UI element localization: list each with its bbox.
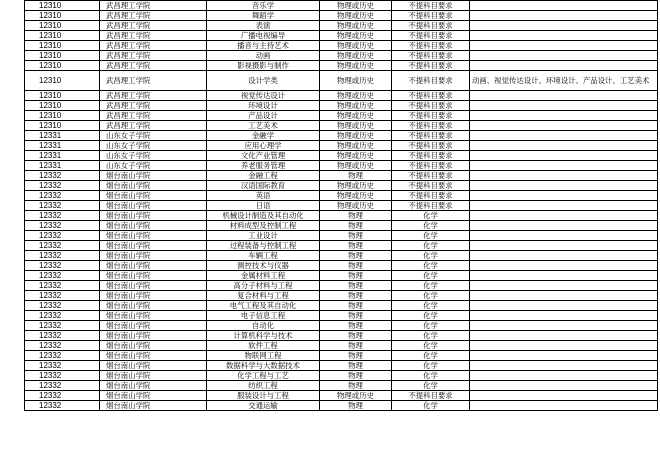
included-majors-cell xyxy=(470,351,658,361)
admission-requirements-table xyxy=(24,0,658,411)
major-cell: 复合材料与工程 xyxy=(207,291,320,301)
major-cell: 表演 xyxy=(207,21,320,31)
major-cell: 环境设计 xyxy=(207,101,320,111)
major-cell: 高分子材料与工程 xyxy=(207,281,320,291)
included-majors-cell xyxy=(470,271,658,281)
included-majors-cell xyxy=(470,241,658,251)
school-name-cell: 山东女子学院 xyxy=(100,141,207,151)
table-row xyxy=(25,211,658,221)
school-name-cell: 烟台南山学院 xyxy=(100,401,207,411)
school-code-cell: 12331 xyxy=(25,151,100,161)
included-majors-cell xyxy=(470,111,658,121)
table-row xyxy=(25,11,658,21)
school-code-cell: 12331 xyxy=(25,161,100,171)
primary-subject-cell: 物理或历史 xyxy=(320,91,392,101)
included-majors-cell xyxy=(470,211,658,221)
primary-subject-cell: 物理 xyxy=(320,211,392,221)
school-code-cell: 12332 xyxy=(25,321,100,331)
elective-requirement-cell: 化学 xyxy=(392,331,470,341)
major-cell: 日语 xyxy=(207,201,320,211)
included-majors-cell xyxy=(470,91,658,101)
school-code-cell: 12332 xyxy=(25,231,100,241)
school-name-cell: 烟台南山学院 xyxy=(100,351,207,361)
school-name-cell: 烟台南山学院 xyxy=(100,341,207,351)
elective-requirement-cell: 化学 xyxy=(392,351,470,361)
table-row xyxy=(25,131,658,141)
table-row xyxy=(25,151,658,161)
school-code-cell: 12332 xyxy=(25,331,100,341)
major-cell: 软件工程 xyxy=(207,341,320,351)
major-cell: 过程装备与控制工程 xyxy=(207,241,320,251)
table-body xyxy=(25,1,658,411)
table-row xyxy=(25,191,658,201)
included-majors-cell xyxy=(470,381,658,391)
school-name-cell: 武昌理工学院 xyxy=(100,41,207,51)
included-majors-cell xyxy=(470,251,658,261)
included-majors-cell xyxy=(470,121,658,131)
school-code-cell: 12310 xyxy=(25,21,100,31)
table-row xyxy=(25,391,658,401)
elective-requirement-cell: 不提科目要求 xyxy=(392,101,470,111)
included-majors-cell xyxy=(470,401,658,411)
primary-subject-cell: 物理 xyxy=(320,371,392,381)
elective-requirement-cell: 化学 xyxy=(392,321,470,331)
included-majors-cell xyxy=(470,281,658,291)
school-name-cell: 山东女子学院 xyxy=(100,131,207,141)
major-cell: 机械设计制造及其自动化 xyxy=(207,211,320,221)
major-cell: 工业设计 xyxy=(207,231,320,241)
primary-subject-cell: 物理或历史 xyxy=(320,41,392,51)
school-code-cell: 12331 xyxy=(25,141,100,151)
primary-subject-cell: 物理或历史 xyxy=(320,131,392,141)
primary-subject-cell: 物理或历史 xyxy=(320,31,392,41)
elective-requirement-cell: 不提科目要求 xyxy=(392,121,470,131)
elective-requirement-cell: 化学 xyxy=(392,241,470,251)
included-majors-cell xyxy=(470,341,658,351)
school-code-cell: 12332 xyxy=(25,251,100,261)
primary-subject-cell: 物理 xyxy=(320,221,392,231)
school-name-cell: 山东女子学院 xyxy=(100,151,207,161)
elective-requirement-cell: 化学 xyxy=(392,361,470,371)
school-code-cell: 12332 xyxy=(25,181,100,191)
school-code-cell: 12332 xyxy=(25,171,100,181)
major-cell: 音乐学 xyxy=(207,1,320,11)
school-code-cell: 12310 xyxy=(25,61,100,71)
primary-subject-cell: 物理 xyxy=(320,361,392,371)
school-code-cell: 12331 xyxy=(25,131,100,141)
elective-requirement-cell: 化学 xyxy=(392,311,470,321)
included-majors-cell xyxy=(470,131,658,141)
school-name-cell: 烟台南山学院 xyxy=(100,181,207,191)
primary-subject-cell: 物理或历史 xyxy=(320,51,392,61)
school-code-cell: 12332 xyxy=(25,221,100,231)
school-name-cell: 烟台南山学院 xyxy=(100,231,207,241)
table-row xyxy=(25,221,658,231)
included-majors-cell xyxy=(470,61,658,71)
major-cell: 服装设计与工程 xyxy=(207,391,320,401)
school-code-cell: 12332 xyxy=(25,211,100,221)
table-row xyxy=(25,21,658,31)
table-row xyxy=(25,321,658,331)
school-code-cell: 12310 xyxy=(25,31,100,41)
major-cell: 金属材料工程 xyxy=(207,271,320,281)
included-majors-cell xyxy=(470,51,658,61)
school-code-cell: 12332 xyxy=(25,311,100,321)
major-cell: 交通运输 xyxy=(207,401,320,411)
table-row xyxy=(25,401,658,411)
primary-subject-cell: 物理 xyxy=(320,341,392,351)
elective-requirement-cell: 化学 xyxy=(392,291,470,301)
school-name-cell: 武昌理工学院 xyxy=(100,11,207,21)
elective-requirement-cell: 不提科目要求 xyxy=(392,61,470,71)
school-code-cell: 12310 xyxy=(25,51,100,61)
elective-requirement-cell: 化学 xyxy=(392,401,470,411)
major-cell: 工艺美术 xyxy=(207,121,320,131)
included-majors-cell xyxy=(470,371,658,381)
major-cell: 汉语国际教育 xyxy=(207,181,320,191)
included-majors-cell xyxy=(470,201,658,211)
elective-requirement-cell: 化学 xyxy=(392,261,470,271)
school-code-cell: 12332 xyxy=(25,391,100,401)
school-name-cell: 烟台南山学院 xyxy=(100,281,207,291)
included-majors-cell xyxy=(470,221,658,231)
major-cell: 舞蹈学 xyxy=(207,11,320,21)
elective-requirement-cell: 不提科目要求 xyxy=(392,171,470,181)
school-name-cell: 烟台南山学院 xyxy=(100,301,207,311)
included-majors-cell xyxy=(470,311,658,321)
school-name-cell: 烟台南山学院 xyxy=(100,241,207,251)
elective-requirement-cell: 不提科目要求 xyxy=(392,91,470,101)
elective-requirement-cell: 不提科目要求 xyxy=(392,181,470,191)
school-name-cell: 烟台南山学院 xyxy=(100,311,207,321)
primary-subject-cell: 物理 xyxy=(320,351,392,361)
school-code-cell: 12332 xyxy=(25,361,100,371)
major-cell: 英语 xyxy=(207,191,320,201)
included-majors-cell xyxy=(470,1,658,11)
table-row xyxy=(25,371,658,381)
included-majors-cell xyxy=(470,171,658,181)
elective-requirement-cell: 化学 xyxy=(392,341,470,351)
included-majors-cell xyxy=(470,11,658,21)
school-code-cell: 12332 xyxy=(25,351,100,361)
elective-requirement-cell: 不提科目要求 xyxy=(392,21,470,31)
table-row xyxy=(25,311,658,321)
major-cell: 养老服务管理 xyxy=(207,161,320,171)
school-code-cell: 12332 xyxy=(25,381,100,391)
primary-subject-cell: 物理或历史 xyxy=(320,121,392,131)
table-row xyxy=(25,101,658,111)
included-majors-cell xyxy=(470,141,658,151)
major-cell: 金融学 xyxy=(207,131,320,141)
major-cell: 化学工程与工艺 xyxy=(207,371,320,381)
school-name-cell: 烟台南山学院 xyxy=(100,201,207,211)
elective-requirement-cell: 化学 xyxy=(392,231,470,241)
major-cell: 电子信息工程 xyxy=(207,311,320,321)
major-cell: 纺织工程 xyxy=(207,381,320,391)
table-row xyxy=(25,61,658,71)
major-cell: 金融工程 xyxy=(207,171,320,181)
school-name-cell: 烟台南山学院 xyxy=(100,261,207,271)
school-name-cell: 武昌理工学院 xyxy=(100,101,207,111)
primary-subject-cell: 物理 xyxy=(320,401,392,411)
included-majors-cell: 动画、视觉传达设计、环境设计、产品设计、工艺美术 xyxy=(470,71,658,91)
elective-requirement-cell: 化学 xyxy=(392,301,470,311)
primary-subject-cell: 物理或历史 xyxy=(320,161,392,171)
school-code-cell: 12332 xyxy=(25,241,100,251)
elective-requirement-cell: 不提科目要求 xyxy=(392,41,470,51)
elective-requirement-cell: 不提科目要求 xyxy=(392,191,470,201)
primary-subject-cell: 物理或历史 xyxy=(320,391,392,401)
included-majors-cell xyxy=(470,181,658,191)
included-majors-cell xyxy=(470,291,658,301)
elective-requirement-cell: 不提科目要求 xyxy=(392,151,470,161)
school-code-cell: 12332 xyxy=(25,281,100,291)
elective-requirement-cell: 化学 xyxy=(392,381,470,391)
school-code-cell: 12310 xyxy=(25,11,100,21)
primary-subject-cell: 物理或历史 xyxy=(320,61,392,71)
primary-subject-cell: 物理或历史 xyxy=(320,101,392,111)
school-name-cell: 武昌理工学院 xyxy=(100,51,207,61)
table-row xyxy=(25,1,658,11)
major-cell: 文化产业管理 xyxy=(207,151,320,161)
included-majors-cell xyxy=(470,231,658,241)
table-row xyxy=(25,201,658,211)
table-row xyxy=(25,141,658,151)
table-row xyxy=(25,261,658,271)
school-code-cell: 12332 xyxy=(25,291,100,301)
table-row xyxy=(25,381,658,391)
school-code-cell: 12332 xyxy=(25,271,100,281)
primary-subject-cell: 物理或历史 xyxy=(320,11,392,21)
elective-requirement-cell: 不提科目要求 xyxy=(392,11,470,21)
school-code-cell: 12310 xyxy=(25,71,100,91)
school-code-cell: 12310 xyxy=(25,121,100,131)
school-name-cell: 武昌理工学院 xyxy=(100,121,207,131)
primary-subject-cell: 物理 xyxy=(320,231,392,241)
school-code-cell: 12332 xyxy=(25,191,100,201)
elective-requirement-cell: 不提科目要求 xyxy=(392,71,470,91)
major-cell: 电气工程及其自动化 xyxy=(207,301,320,311)
table-row xyxy=(25,271,658,281)
school-name-cell: 武昌理工学院 xyxy=(100,1,207,11)
school-name-cell: 烟台南山学院 xyxy=(100,271,207,281)
elective-requirement-cell: 不提科目要求 xyxy=(392,31,470,41)
major-cell: 视觉传达设计 xyxy=(207,91,320,101)
included-majors-cell xyxy=(470,21,658,31)
table-row xyxy=(25,331,658,341)
elective-requirement-cell: 不提科目要求 xyxy=(392,111,470,121)
table-row xyxy=(25,231,658,241)
school-name-cell: 烟台南山学院 xyxy=(100,221,207,231)
school-code-cell: 12332 xyxy=(25,401,100,411)
primary-subject-cell: 物理 xyxy=(320,321,392,331)
primary-subject-cell: 物理 xyxy=(320,311,392,321)
primary-subject-cell: 物理 xyxy=(320,381,392,391)
school-name-cell: 武昌理工学院 xyxy=(100,71,207,91)
table-row xyxy=(25,41,658,51)
table-row xyxy=(25,51,658,61)
primary-subject-cell: 物理或历史 xyxy=(320,111,392,121)
major-cell: 测控技术与仪器 xyxy=(207,261,320,271)
included-majors-cell xyxy=(470,301,658,311)
primary-subject-cell: 物理或历史 xyxy=(320,191,392,201)
school-name-cell: 武昌理工学院 xyxy=(100,21,207,31)
table-row xyxy=(25,251,658,261)
school-code-cell: 12310 xyxy=(25,101,100,111)
table-row xyxy=(25,171,658,181)
major-cell: 物联网工程 xyxy=(207,351,320,361)
primary-subject-cell: 物理 xyxy=(320,291,392,301)
elective-requirement-cell: 不提科目要求 xyxy=(392,201,470,211)
major-cell: 材料成型及控制工程 xyxy=(207,221,320,231)
included-majors-cell xyxy=(470,331,658,341)
included-majors-cell xyxy=(470,361,658,371)
school-name-cell: 烟台南山学院 xyxy=(100,171,207,181)
school-name-cell: 武昌理工学院 xyxy=(100,91,207,101)
school-name-cell: 武昌理工学院 xyxy=(100,31,207,41)
included-majors-cell xyxy=(470,191,658,201)
elective-requirement-cell: 化学 xyxy=(392,211,470,221)
table-row xyxy=(25,301,658,311)
primary-subject-cell: 物理 xyxy=(320,171,392,181)
school-name-cell: 烟台南山学院 xyxy=(100,331,207,341)
elective-requirement-cell: 不提科目要求 xyxy=(392,161,470,171)
included-majors-cell xyxy=(470,161,658,171)
primary-subject-cell: 物理或历史 xyxy=(320,141,392,151)
major-cell: 产品设计 xyxy=(207,111,320,121)
school-code-cell: 12332 xyxy=(25,261,100,271)
primary-subject-cell: 物理或历史 xyxy=(320,201,392,211)
major-cell: 设计学类 xyxy=(207,71,320,91)
school-name-cell: 武昌理工学院 xyxy=(100,61,207,71)
primary-subject-cell: 物理 xyxy=(320,301,392,311)
table-row xyxy=(25,291,658,301)
included-majors-cell xyxy=(470,31,658,41)
elective-requirement-cell: 化学 xyxy=(392,251,470,261)
primary-subject-cell: 物理 xyxy=(320,241,392,251)
included-majors-cell xyxy=(470,151,658,161)
primary-subject-cell: 物理 xyxy=(320,261,392,271)
school-name-cell: 烟台南山学院 xyxy=(100,361,207,371)
school-name-cell: 烟台南山学院 xyxy=(100,291,207,301)
major-cell: 动画 xyxy=(207,51,320,61)
table-row xyxy=(25,91,658,101)
school-name-cell: 烟台南山学院 xyxy=(100,321,207,331)
school-name-cell: 山东女子学院 xyxy=(100,161,207,171)
school-code-cell: 12310 xyxy=(25,91,100,101)
major-cell: 影视摄影与制作 xyxy=(207,61,320,71)
elective-requirement-cell: 化学 xyxy=(392,221,470,231)
table-row xyxy=(25,31,658,41)
school-code-cell: 12332 xyxy=(25,301,100,311)
school-code-cell: 12310 xyxy=(25,1,100,11)
primary-subject-cell: 物理 xyxy=(320,281,392,291)
school-code-cell: 12332 xyxy=(25,341,100,351)
table-row xyxy=(25,121,658,131)
school-name-cell: 烟台南山学院 xyxy=(100,251,207,261)
table-row xyxy=(25,161,658,171)
included-majors-cell xyxy=(470,321,658,331)
primary-subject-cell: 物理或历史 xyxy=(320,1,392,11)
table-row xyxy=(25,111,658,121)
elective-requirement-cell: 不提科目要求 xyxy=(392,131,470,141)
school-code-cell: 12310 xyxy=(25,41,100,51)
primary-subject-cell: 物理或历史 xyxy=(320,21,392,31)
table-row xyxy=(25,71,658,91)
major-cell: 数据科学与大数据技术 xyxy=(207,361,320,371)
school-code-cell: 12310 xyxy=(25,111,100,121)
major-cell: 车辆工程 xyxy=(207,251,320,261)
primary-subject-cell: 物理或历史 xyxy=(320,71,392,91)
elective-requirement-cell: 化学 xyxy=(392,271,470,281)
included-majors-cell xyxy=(470,41,658,51)
elective-requirement-cell: 化学 xyxy=(392,371,470,381)
major-cell: 计算机科学与技术 xyxy=(207,331,320,341)
included-majors-cell xyxy=(470,261,658,271)
primary-subject-cell: 物理或历史 xyxy=(320,181,392,191)
school-name-cell: 烟台南山学院 xyxy=(100,211,207,221)
elective-requirement-cell: 不提科目要求 xyxy=(392,141,470,151)
included-majors-cell xyxy=(470,391,658,401)
school-name-cell: 烟台南山学院 xyxy=(100,191,207,201)
elective-requirement-cell: 不提科目要求 xyxy=(392,51,470,61)
elective-requirement-cell: 化学 xyxy=(392,281,470,291)
school-name-cell: 武昌理工学院 xyxy=(100,111,207,121)
major-cell: 广播电视编导 xyxy=(207,31,320,41)
school-code-cell: 12332 xyxy=(25,201,100,211)
school-name-cell: 烟台南山学院 xyxy=(100,371,207,381)
table-row xyxy=(25,281,658,291)
primary-subject-cell: 物理 xyxy=(320,271,392,281)
table-row xyxy=(25,241,658,251)
included-majors-cell xyxy=(470,101,658,111)
primary-subject-cell: 物理 xyxy=(320,331,392,341)
school-code-cell: 12332 xyxy=(25,371,100,381)
table-row xyxy=(25,341,658,351)
table-row xyxy=(25,181,658,191)
table-row xyxy=(25,351,658,361)
school-name-cell: 烟台南山学院 xyxy=(100,391,207,401)
elective-requirement-cell: 不提科目要求 xyxy=(392,1,470,11)
elective-requirement-cell: 不提科目要求 xyxy=(392,391,470,401)
primary-subject-cell: 物理或历史 xyxy=(320,151,392,161)
major-cell: 自动化 xyxy=(207,321,320,331)
primary-subject-cell: 物理 xyxy=(320,251,392,261)
major-cell: 播音与主持艺术 xyxy=(207,41,320,51)
school-name-cell: 烟台南山学院 xyxy=(100,381,207,391)
table-row xyxy=(25,361,658,371)
major-cell: 应用心理学 xyxy=(207,141,320,151)
